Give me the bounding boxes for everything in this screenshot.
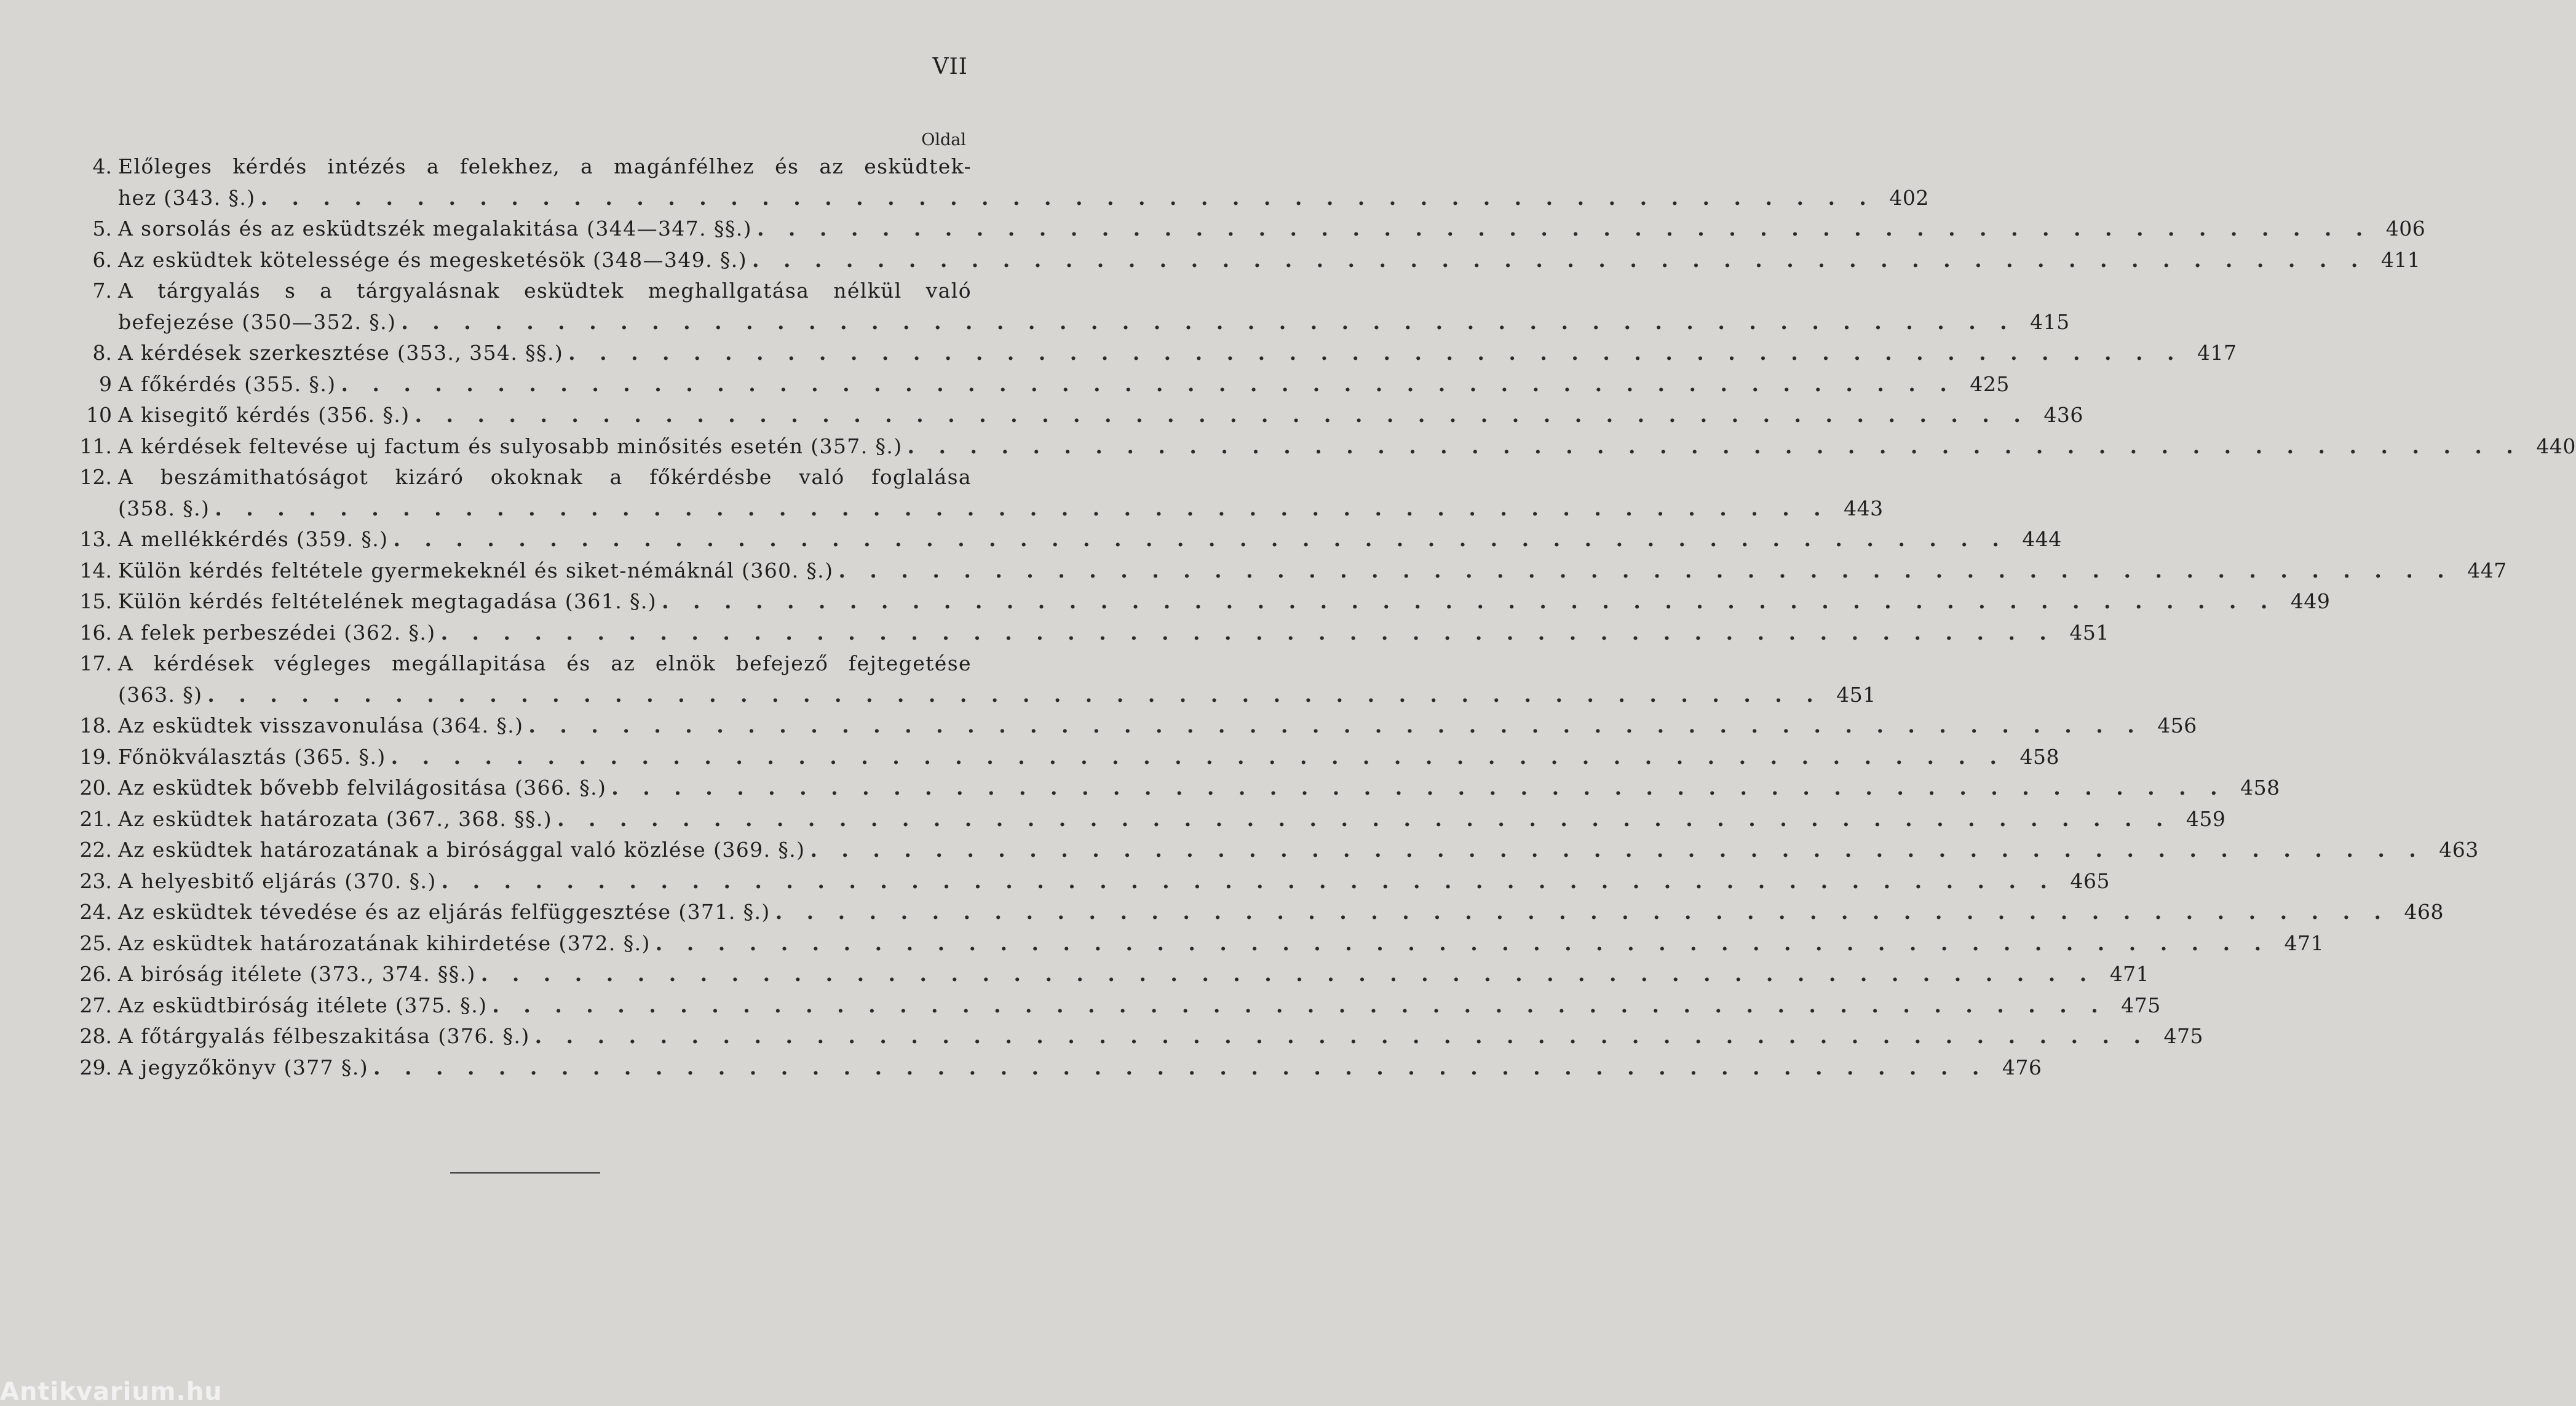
entry-line xyxy=(118,928,2324,959)
entry-title: A biróság itélete (373., 374. §§.) xyxy=(118,962,476,986)
entry-line xyxy=(118,773,2280,804)
toc-entry xyxy=(68,213,2426,245)
page-number: VII xyxy=(932,54,968,79)
entry-line xyxy=(118,400,2083,431)
watermark: Antikvarium.hu xyxy=(0,1378,223,1406)
entry-line xyxy=(118,213,2426,245)
entry-page-number: 402 xyxy=(1889,185,1929,210)
entry-number: 10 xyxy=(86,403,112,427)
entry-page-number: 415 xyxy=(2030,309,2070,334)
entry-page-number: 468 xyxy=(2404,900,2444,924)
entry-number: 27. xyxy=(79,993,112,1017)
entry-line xyxy=(118,804,2226,835)
entry-line xyxy=(118,338,2237,369)
entry-line xyxy=(118,276,972,307)
entry-title: A jegyzőkönyv (377 §.) xyxy=(118,1055,369,1079)
toc-entry xyxy=(68,555,2507,587)
entry-title: Az esküdtek határozatának a birósággal való közlése (369. §.) xyxy=(118,838,806,862)
entry-line xyxy=(118,710,2197,742)
entry-line xyxy=(118,1052,2042,1084)
entry-title: Az esküdtek kötelessége és megesketésök (348—349. §.) xyxy=(118,247,747,272)
toc-entry xyxy=(68,773,2280,804)
entry-page-number: 465 xyxy=(2070,868,2110,893)
entry-number: 26. xyxy=(79,962,112,986)
entry-line xyxy=(118,462,972,493)
entry-number: 13. xyxy=(79,527,112,551)
entry-title: A kisegitő kérdés (356. §.) xyxy=(118,403,410,427)
dot-leader: . . . . . . . . . . . . . . . . . . . . . . . . . . . . . . . . . . . . . . . . . . . . . . . . . . . . xyxy=(534,1024,2149,1048)
entry-number: 8. xyxy=(92,341,112,365)
toc-entry xyxy=(68,431,2576,463)
dot-leader: . . . . . . . . . . . . . . . . . . . . . . . . . . . . . . . . . . . . . . . . . . . . . . . . . . . . xyxy=(401,309,2016,334)
entry-number: 23. xyxy=(79,868,112,893)
entry-title: befejezése (350—352. §.) xyxy=(118,309,397,334)
entry-title: Az esküdtek tévedése és az eljárás felfüggesztése (371. §.) xyxy=(118,900,771,924)
entry-title: (358. §.) xyxy=(118,496,210,520)
toc-entry xyxy=(68,990,2161,1022)
toc-entry xyxy=(68,524,2062,555)
toc-entry xyxy=(68,151,1929,213)
entry-title: Külön kérdés feltétele gyermekeknél és siket-némáknál (360. §.) xyxy=(118,558,834,582)
dot-leader: . . . . . . . . . . . . . . . . . . . . . . . . . . . . . . . . . . . . . . . . . . . . . . . . . . . . xyxy=(662,589,2277,613)
entry-title: A kérdések végleges megállapitása és az elnök befejező fejtegetése xyxy=(118,651,972,675)
entry-number: 19. xyxy=(79,744,112,769)
toc-entry xyxy=(68,835,2479,866)
entry-number: 22. xyxy=(79,838,112,862)
dot-leader: . . . . . . . . . . . . . . . . . . . . . . . . . . . . . . . . . . . . . . . . . . . . . . . . . . . . xyxy=(373,1055,1988,1079)
entry-line xyxy=(118,648,972,680)
toc-entry xyxy=(68,959,2150,990)
entry-title: A tárgyalás s a tárgyalásnak esküdtek meghallgatása nélkül való xyxy=(118,279,972,303)
entry-page-number: 440 xyxy=(2536,434,2576,458)
toc-entry xyxy=(68,1052,2042,1084)
entry-page-number: 425 xyxy=(1970,371,2010,396)
dot-leader: . . . . . . . . . . . . . . . . . . . . . . . . . . . . . . . . . . . . . . . . . . . . . . . . . . . . xyxy=(775,900,2390,924)
dot-leader: . . . . . . . . . . . . . . . . . . . . . . . . . . . . . . . . . . . . . . . . . . . . . . . . . . . . xyxy=(207,682,1822,707)
toc-entry xyxy=(68,804,2226,835)
entry-title: A helyesbitő eljárás (370. §.) xyxy=(118,868,437,893)
entry-page-number: 471 xyxy=(2109,962,2150,986)
entry-page-number: 458 xyxy=(2240,776,2280,800)
toc-entry xyxy=(68,245,2421,276)
entry-page-number: 451 xyxy=(1836,682,1876,707)
entry-line xyxy=(118,618,2109,649)
entry-title: Az esküdtek határozatának kihirdetése (372. §.) xyxy=(118,931,651,955)
dot-leader: . . . . . . . . . . . . . . . . . . . . . . . . . . . . . . . . . . . . . . . . . . . . . . . . . . . . xyxy=(568,341,2183,365)
toc-entry xyxy=(68,928,2324,959)
entry-number: 11. xyxy=(79,434,112,458)
entry-page-number: 406 xyxy=(2385,216,2426,240)
entry-line xyxy=(118,866,2110,897)
toc-entry xyxy=(68,338,2237,369)
entry-page-number: 436 xyxy=(2043,403,2083,427)
dot-leader: . . . . . . . . . . . . . . . . . . . . . . . . . . . . . . . . . . . . . . . . . . . . . . . . . . . . xyxy=(557,806,2172,831)
dot-leader: . . . . . . . . . . . . . . . . . . . . . . . . . . . . . . . . . . . . . . . . . . . . . . . . . . . . xyxy=(441,868,2056,893)
entry-line xyxy=(118,835,2479,866)
entry-title: Előleges kérdés intézés a felekhez, a magánfélhez és az esküdtek- xyxy=(118,154,972,178)
entry-title: Főnökválasztás (365. §.) xyxy=(118,744,386,769)
entry-title: (363. §) xyxy=(118,682,203,707)
entry-title: A főkérdés (355. §.) xyxy=(118,371,336,396)
dot-leader: . . . . . . . . . . . . . . . . . . . . . . . . . . . . . . . . . . . . . . . . . . . . . . . . . . . . xyxy=(260,185,1875,210)
table-of-contents xyxy=(68,151,2576,1083)
entry-number: 5. xyxy=(92,216,112,240)
entry-line xyxy=(118,307,2070,338)
entry-title: A beszámithatóságot kizáró okoknak a főkérdésbe való foglalása xyxy=(118,465,972,489)
toc-entry xyxy=(68,276,2070,338)
entry-title: A mellékkérdés (359. §.) xyxy=(118,527,389,551)
entry-page-number: 417 xyxy=(2197,341,2237,365)
toc-entry xyxy=(68,400,2083,431)
entry-line xyxy=(118,897,2444,928)
dot-leader: . . . . . . . . . . . . . . . . . . . . . . . . . . . . . . . . . . . . . . . . . . . . . . . . . . . . xyxy=(492,993,2107,1017)
entry-title: A felek perbeszédei (362. §.) xyxy=(118,620,436,645)
entry-title: A kérdések feltevése uj factum és sulyosabb minősités esetén (357. §.) xyxy=(118,434,903,458)
dot-leader: . . . . . . . . . . . . . . . . . . . . . . . . . . . . . . . . . . . . . . . . . . . . . . . . . . . . xyxy=(414,403,2029,427)
dot-leader: . . . . . . . . . . . . . . . . . . . . . . . . . . . . . . . . . . . . . . . . . . . . . . . . . . . . xyxy=(390,744,2005,769)
entry-number: 14. xyxy=(79,558,112,582)
dot-leader: . . . . . . . . . . . . . . . . . . . . . . . . . . . . . . . . . . . . . . . . . . . . . . . . . . . . xyxy=(655,931,2270,955)
toc-entry xyxy=(68,586,2331,618)
entry-page-number: 458 xyxy=(2019,744,2059,769)
entry-page-number: 463 xyxy=(2439,838,2479,862)
page-column-label: Oldal xyxy=(921,130,966,149)
entry-page-number: 471 xyxy=(2284,931,2324,955)
entry-title: Az esküdtek visszavonulása (364. §.) xyxy=(118,713,524,737)
dot-leader: . . . . . . . . . . . . . . . . . . . . . . . . . . . . . . . . . . . . . . . . . . . . . . . . . . . . xyxy=(907,434,2522,458)
dot-leader: . . . . . . . . . . . . . . . . . . . . . . . . . . . . . . . . . . . . . . . . . . . . . . . . . . . . xyxy=(393,527,2008,551)
entry-number: 6. xyxy=(92,247,112,272)
entry-line xyxy=(118,555,2507,587)
dot-leader: . . . . . . . . . . . . . . . . . . . . . . . . . . . . . . . . . . . . . . . . . . . . . . . . . . . . xyxy=(341,371,1956,396)
entry-page-number: 475 xyxy=(2121,993,2161,1017)
entry-page-number: 449 xyxy=(2290,589,2331,613)
entry-number: 16. xyxy=(79,620,112,645)
entry-page-number: 447 xyxy=(2467,558,2507,582)
entry-title: Az esküdtbiróság itélete (375. §.) xyxy=(118,993,488,1017)
toc-entry xyxy=(68,710,2197,742)
dot-leader: . . . . . . . . . . . . . . . . . . . . . . . . . . . . . . . . . . . . . . . . . . . . . . . . . . . . xyxy=(838,558,2453,582)
entry-title: Az esküdtek határozata (367., 368. §§.) xyxy=(118,806,553,831)
dot-leader: . . . . . . . . . . . . . . . . . . . . . . . . . . . . . . . . . . . . . . . . . . . . . . . . . . . . xyxy=(611,776,2226,800)
entry-title: A főtárgyalás félbeszakitása (376. §.) xyxy=(118,1024,530,1048)
toc-entry xyxy=(68,648,1876,710)
entry-line xyxy=(118,524,2062,555)
toc-entry xyxy=(68,866,2110,897)
entry-number: 7. xyxy=(92,279,112,303)
toc-entry xyxy=(68,618,2109,649)
dot-leader: . . . . . . . . . . . . . . . . . . . . . . . . . . . . . . . . . . . . . . . . . . . . . . . . . . . . xyxy=(480,962,2096,986)
entry-title: hez (343. §.) xyxy=(118,185,256,210)
dot-leader: . . . . . . . . . . . . . . . . . . . . . . . . . . . . . . . . . . . . . . . . . . . . . . . . . . . . xyxy=(215,496,1829,520)
entry-line xyxy=(118,990,2161,1022)
dot-leader: . . . . . . . . . . . . . . . . . . . . . . . . . . . . . . . . . . . . . . . . . . . . . . . . . . . . xyxy=(440,620,2055,645)
entry-line xyxy=(118,183,1929,214)
entry-page-number: 475 xyxy=(2163,1024,2203,1048)
entry-line xyxy=(118,742,2059,773)
entry-number: 12. xyxy=(79,465,112,489)
entry-number: 24. xyxy=(79,900,112,924)
entry-line xyxy=(118,1021,2203,1052)
entry-title: A sorsolás és az esküdtszék megalakitása (344—347. §§.) xyxy=(118,216,752,240)
entry-page-number: 444 xyxy=(2022,527,2062,551)
entry-number: 18. xyxy=(79,713,112,737)
entry-line xyxy=(118,680,1876,711)
toc-entry xyxy=(68,897,2444,928)
entry-page-number: 456 xyxy=(2157,713,2197,737)
entry-line xyxy=(118,245,2421,276)
dot-leader: . . . . . . . . . . . . . . . . . . . . . . . . . . . . . . . . . . . . . . . . . . . . . . . . . . . . xyxy=(810,838,2425,862)
entry-number: 15. xyxy=(79,589,112,613)
entry-title: Az esküdtek bővebb felvilágositása (366. §.) xyxy=(118,776,607,800)
entry-line xyxy=(118,431,2576,463)
entry-page-number: 443 xyxy=(1844,496,1884,520)
entry-number: 29. xyxy=(79,1055,112,1079)
entry-line xyxy=(118,586,2331,618)
dot-leader: . . . . . . . . . . . . . . . . . . . . . . . . . . . . . . . . . . . . . . . . . . . . . . . . . . . . xyxy=(528,713,2143,737)
entry-title: A kérdések szerkesztése (353., 354. §§.) xyxy=(118,341,564,365)
toc-entry xyxy=(68,1021,2203,1052)
entry-page-number: 476 xyxy=(2002,1055,2042,1079)
section-divider xyxy=(450,1172,600,1174)
dot-leader: . . . . . . . . . . . . . . . . . . . . . . . . . . . . . . . . . . . . . . . . . . . . . . . . . . . . xyxy=(751,247,2367,272)
entry-page-number: 459 xyxy=(2186,806,2226,831)
entry-number: 21. xyxy=(79,806,112,831)
entry-line xyxy=(118,369,2010,400)
entry-line xyxy=(118,493,1884,525)
entry-number: 25. xyxy=(79,931,112,955)
entry-number: 17. xyxy=(79,651,112,675)
entry-line xyxy=(118,959,2150,990)
entry-title: Külön kérdés feltételének megtagadása (361. §.) xyxy=(118,589,657,613)
entry-number: 20. xyxy=(79,776,112,800)
dot-leader: . . . . . . . . . . . . . . . . . . . . . . . . . . . . . . . . . . . . . . . . . . . . . . . . . . . . xyxy=(756,216,2372,240)
entry-line xyxy=(118,151,972,183)
toc-entry xyxy=(68,369,2010,400)
entry-number: 4. xyxy=(92,154,112,178)
entry-number: 28. xyxy=(79,1024,112,1048)
entry-number: 9 xyxy=(99,371,112,396)
entry-page-number: 451 xyxy=(2069,620,2109,645)
toc-entry xyxy=(68,742,2059,773)
entry-page-number: 411 xyxy=(2380,247,2421,272)
toc-entry xyxy=(68,462,1884,524)
